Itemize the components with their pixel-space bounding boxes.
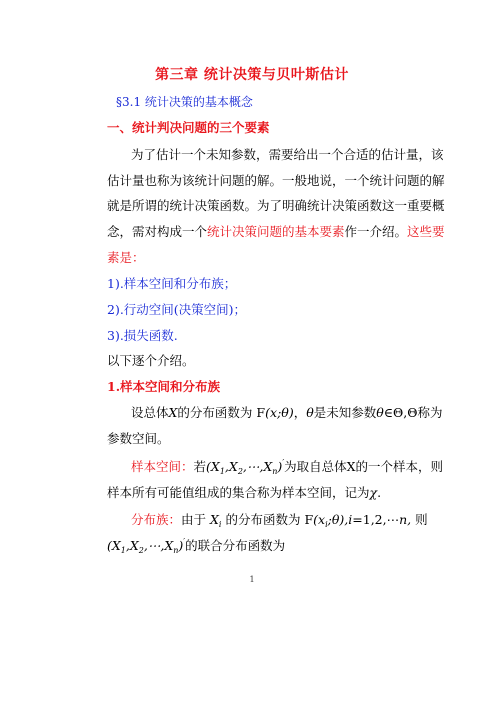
text-span: 样本所有可能值组成的集合称为样本空间，记为 (107, 485, 370, 500)
period: . (377, 485, 382, 500)
math-theta: θ (306, 405, 314, 420)
text-span: ， (293, 405, 307, 420)
math-X: X (168, 405, 178, 420)
paragraph-line: 估计量也称为该统计问题的解。一般地说，一个统计问题的解 (107, 173, 445, 188)
text-span: 由于 (181, 512, 207, 527)
highlight-basic-elements: 统计决策问题的基本要素 (207, 224, 345, 239)
text-span: 作一介绍。 (344, 224, 408, 239)
label-distribution-family: 分布族： (131, 512, 182, 527)
text-span: 称为 (417, 405, 443, 420)
paragraph-line (107, 485, 381, 501)
math-in-Theta: ∈Θ,Θ (383, 405, 418, 420)
intro-text: 以下逐个介绍。 (107, 353, 195, 368)
math-sample-vector: $(X_1,X_2,\cdots,X_n)'$ (206, 458, 285, 476)
text-span: 是未知参数 (313, 405, 377, 420)
text-span: 的联合分布函数为 (185, 538, 286, 553)
text-span: 的分布函数为 (177, 405, 253, 420)
paragraph-line: 参数空间。 (107, 431, 170, 446)
math-F-x-theta: F(x;θ) (256, 405, 294, 420)
label-sample-space: 样本空间： (131, 459, 194, 474)
heading-sample-space: 1.样本空间和分布族 (107, 379, 221, 394)
highlight-text: 这些要 (407, 224, 445, 239)
paragraph-line: 素是： (107, 250, 145, 265)
chapter-title: 第三章 统计决策与贝叶斯估计 (155, 67, 349, 83)
text-span: 则 (415, 512, 428, 527)
text-span: 念，需对构成一个 (107, 224, 208, 239)
list-item-sample-space: 1).样本空间和分布族； (107, 276, 237, 291)
paragraph-line: 为了估计一个未知参数，需要给出一个合适的估计量，该 (131, 147, 444, 162)
text-span: 为取自总体X的一个样本，则 (284, 459, 444, 474)
paragraph-line (107, 224, 445, 240)
math-F-xi-theta: $F(x_i;\theta),i=1,2,\cdots n$, (304, 512, 412, 529)
list-item-action-space: 2).行动空间(决策空间)； (107, 302, 247, 317)
paragraph-line (131, 405, 443, 421)
paragraph-line (131, 512, 428, 528)
math-Xi: $X_i$ (210, 512, 222, 529)
heading-three-elements: 一、统计判决问题的三个要素 (107, 120, 270, 135)
math-chi: χ (369, 485, 378, 500)
text-span: 设总体 (131, 405, 169, 420)
text-span: 若 (193, 459, 207, 474)
list-item-loss-function: 3).损失函数. (107, 328, 178, 343)
math-sample-vector: $(X_1,X_2,\cdots,X_n)'$ (107, 537, 186, 555)
math-theta-in-Theta: θ (376, 405, 384, 420)
paragraph-line (107, 538, 285, 554)
page-number: 1 (249, 575, 255, 584)
paragraph-line (131, 459, 443, 475)
paragraph-line: 就是所谓的统计决策函数。为了明确统计决策函数这一重要概 (107, 198, 445, 213)
text-span: 的分布函数为 (225, 512, 301, 527)
section-heading: §3.1 统计决策的基本概念 (116, 95, 253, 109)
